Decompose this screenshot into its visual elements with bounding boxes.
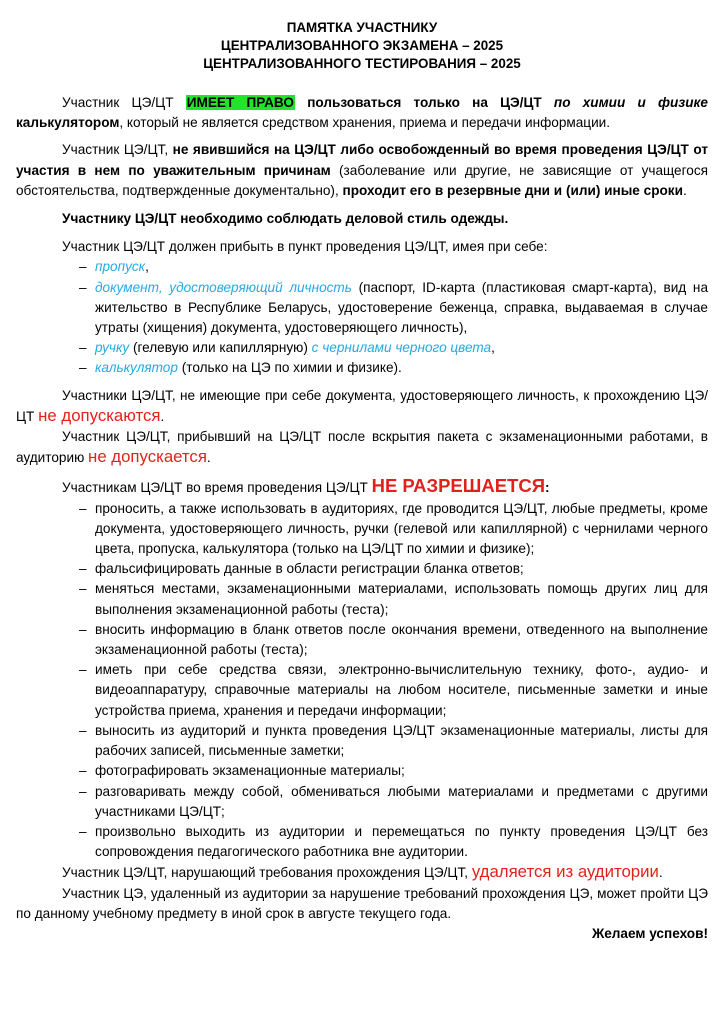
paragraph-bring-items: Участник ЦЭ/ЦТ должен прибыть в пункт проведения ЦЭ/ЦТ, имея при себе: (62, 239, 548, 255)
list-item: – выносить из аудиторий и пункта проведения ЦЭ/ЦТ экзаменационные материалы, листы для рабочих записей, письменные заметки; (79, 721, 708, 761)
p7-text: Участникам ЦЭ/ЦТ во время проведения ЦЭ/ЦТ (62, 480, 372, 496)
p1-subjects: по химии и физике (553, 95, 708, 110)
closing-wish: Желаем успехов! (591, 925, 708, 941)
p1-text: Участник ЦЭ/ЦТ (62, 95, 186, 110)
header-subtitle-testing: ЦЕНТРАЛИЗОВАННОГО ТЕСТИРОВАНИЯ – 2025 (203, 56, 521, 71)
p2-tail: . (682, 182, 687, 198)
list-item: – иметь при себе средства связи, электронно-вычислительную технику, фото-, аудио- и видеоаппаратуру, справочные материалы на любом носителе, письменные заметки и иные устройства приема, хранения и передачи информации; (79, 660, 708, 721)
paragraph-no-document (16, 386, 708, 427)
not-admitted-plural: не допускаются (38, 405, 161, 425)
highlight-has-right: ИМЕЕТ ПРАВО (186, 95, 294, 110)
memo-body (16, 93, 708, 944)
list-item: – проносить, а также использовать в аудиториях, где проводится ЦЭ/ЦТ, любые предметы, кроме документа, удостоверяющего личность, ручки (гелевой или капиллярной) с чернилами черного цвета, пропуска, калькулятора (только на ЦЭ/ЦТ по химии и физике); (79, 499, 708, 560)
prohibited-list (16, 499, 708, 863)
p1-bold: пользоваться только на ЦЭ/ЦТ (294, 95, 554, 110)
item-id-document-tail: (паспорт, ID-карта (пластиковая смарт-карта), вид на жительство в Республике Беларусь, удостоверение беженца, справка, выдаваемая в случае утраты (хищения) документа, удостоверяющего личность), (95, 279, 709, 336)
item-pass-tail: , (145, 259, 149, 275)
paragraph-dress-code: Участнику ЦЭ/ЦТ необходимо соблюдать деловой стиль одежды. (62, 211, 509, 227)
p7-colon: : (545, 480, 550, 496)
paragraph-removal (16, 862, 708, 883)
list-item: – разговаривать между собой, обмениваться любыми материалами и предметами с другими участниками ЦЭ/ЦТ; (79, 782, 708, 822)
list-item: – меняться местами, экзаменационными материалами, использовать помощь других лиц для выполнения экзаменационной работы (теста); (79, 579, 708, 619)
paragraph-calculator-right (16, 93, 708, 133)
not-admitted-single: не допускается (88, 447, 207, 467)
list-item (79, 338, 708, 358)
bring-items-list (16, 257, 708, 378)
item-calculator-tail: (только на ЦЭ по химии и физике). (177, 360, 402, 376)
p2-reasons: (заболевание или другие, не зависящие от учащегося обстоятельства, подтвержденные документально), (16, 162, 708, 198)
not-allowed-heading: НЕ РАЗРЕШАЕТСЯ (371, 475, 546, 497)
p2-bold: не явившийся на ЦЭ/ЦТ либо освобожденный во время проведения ЦЭ/ЦТ от участия в нем по уважительным причинам (16, 142, 708, 178)
item-pen-type: (гелевую или капиллярную) (129, 340, 312, 356)
p8-tail: . (658, 865, 663, 881)
list-item (79, 257, 708, 277)
list-item: – произвольно выходить из аудитории и перемещаться по пункту проведения ЦЭ/ЦТ без сопровождения педагогического работника вне аудитории. (79, 822, 708, 862)
header-title: ПАМЯТКА УЧАСТНИКУ (286, 20, 438, 35)
list-item (79, 358, 708, 378)
item-id-document: документ, удостоверяющий личность (95, 279, 352, 295)
paragraph-late-arrival (16, 427, 708, 468)
item-pen-tail: , (491, 340, 495, 356)
p6-text: Участник ЦЭ/ЦТ, прибывший на ЦЭ/ЦТ после вскрытия пакета с экзаменационными работами, в аудиторию (16, 429, 708, 466)
header-subtitle-exam: ЦЕНТРАЛИЗОВАННОГО ЭКЗАМЕНА – 2025 (220, 38, 504, 53)
memo-header (0, 0, 724, 73)
paragraph-prohibited-intro (16, 476, 708, 498)
p6-tail: . (206, 450, 211, 466)
p8-text: Участник ЦЭ/ЦТ, нарушающий требования прохождения ЦЭ/ЦТ, (62, 865, 472, 881)
item-pen: ручку (95, 340, 130, 356)
item-ink-color: с чернилами черного цвета (311, 340, 492, 356)
item-calculator: калькулятор (95, 360, 178, 376)
paragraph-reserve-days (16, 140, 708, 201)
p1-tail: , который не является средством хранения, приема и передачи информации. (119, 115, 611, 131)
list-item: – фальсифицировать данные в области регистрации бланка ответов; (79, 559, 708, 579)
list-item (79, 278, 708, 339)
item-pass: пропуск (95, 259, 146, 275)
paragraph-retake: Участник ЦЭ, удаленный из аудитории за нарушение требований прохождения ЦЭ, может пройти ЦЭ по данному учебному предмету в иной срок в августе текущего года. (16, 885, 708, 921)
p5-tail: . (160, 408, 165, 424)
p5-text: Участники ЦЭ/ЦТ, не имеющие при себе документа, удостоверяющего личность, к прохождению ЦЭ/ЦТ (16, 387, 708, 424)
list-item: – фотографировать экзаменационные материалы; (79, 761, 708, 781)
removed-from-room: удаляется из аудитории (471, 862, 659, 882)
list-item: – вносить информацию в бланк ответов после окончания времени, отведенного на выполнение экзаменационной работы (теста); (79, 620, 708, 660)
p2-text: Участник ЦЭ/ЦТ, (62, 142, 173, 158)
p1-calculator: калькулятором (16, 115, 120, 131)
p2-reserve: проходит его в резервные дни и (или) иные сроки (342, 182, 683, 198)
